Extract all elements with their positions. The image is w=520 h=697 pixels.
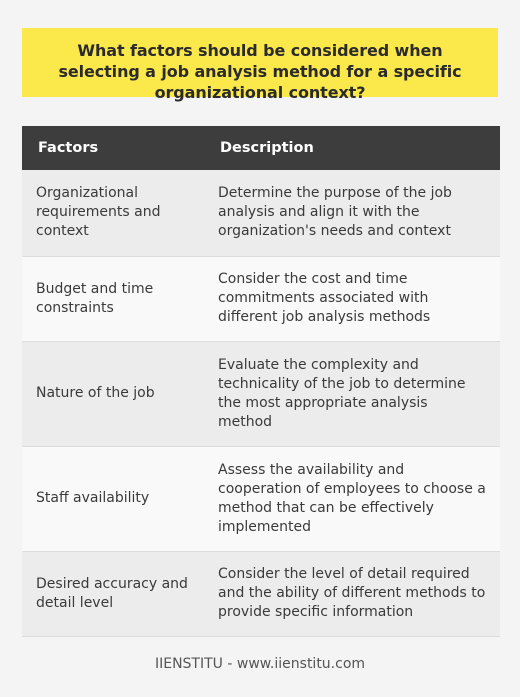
factor-cell: Budget and time constraints bbox=[22, 256, 204, 341]
table-row bbox=[22, 551, 500, 636]
table-row bbox=[22, 446, 500, 551]
title-banner bbox=[22, 28, 498, 102]
factor-cell: Organizational requirements and context bbox=[22, 170, 204, 256]
column-header-factors: Factors bbox=[22, 126, 204, 170]
description-cell: Assess the availability and cooperation of employees to choose a method that can be effectively implemented bbox=[204, 446, 500, 551]
factors-table bbox=[22, 126, 500, 637]
factor-cell: Staff availability bbox=[22, 446, 204, 551]
factor-cell: Desired accuracy and detail level bbox=[22, 551, 204, 636]
page-title: What factors should be considered when selecting a job analysis method for a specific organizational context? bbox=[58, 41, 462, 102]
description-cell: Evaluate the complexity and technicality of the job to determine the most appropriate analysis method bbox=[204, 341, 500, 446]
factor-cell: Nature of the job bbox=[22, 341, 204, 446]
column-header-description: Description bbox=[204, 126, 500, 170]
footer-credit: IIENSTITU - www.iienstitu.com bbox=[154, 656, 366, 672]
table-header-row bbox=[22, 126, 500, 170]
description-cell: Consider the cost and time commitments associated with different job analysis methods bbox=[204, 256, 500, 341]
description-cell: Consider the level of detail required and the ability of different methods to provide specific information bbox=[204, 551, 500, 636]
table-row bbox=[22, 256, 500, 341]
description-cell: Determine the purpose of the job analysis and align it with the organization's needs and context bbox=[204, 170, 500, 256]
table-row bbox=[22, 341, 500, 446]
table-row bbox=[22, 170, 500, 256]
